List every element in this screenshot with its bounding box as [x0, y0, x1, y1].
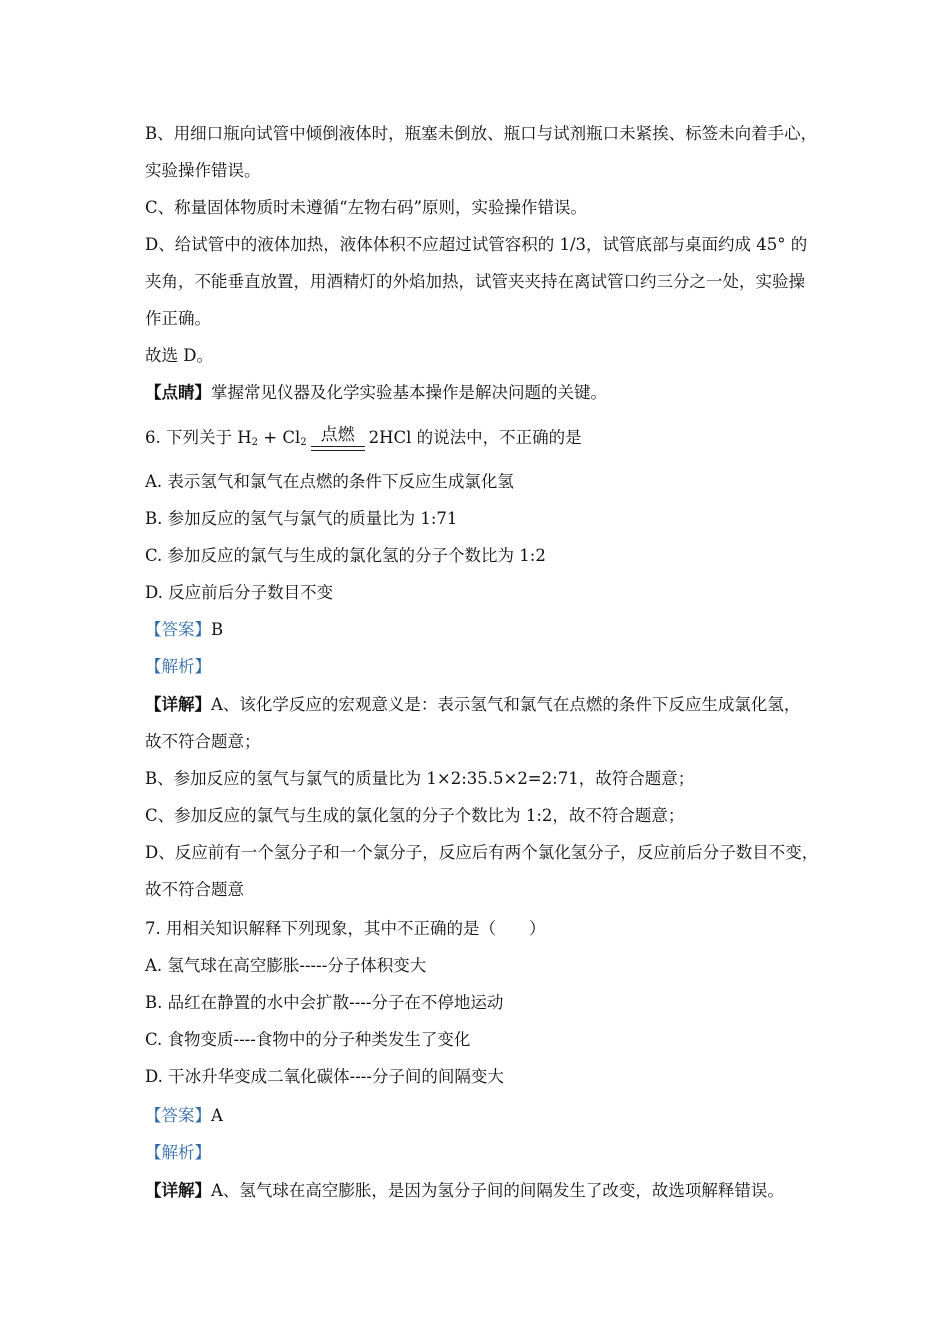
detail-line: [145, 694, 800, 716]
question-7-stem: 7. 用相关知识解释下列现象，其中不正确的是（ ）: [145, 919, 546, 938]
stem-plus: + Cl: [258, 428, 301, 447]
option-b: B. 品红在静置的水中会扩散----分子在不停地运动: [145, 993, 504, 1012]
option-c: C. 参加反应的氯气与生成的氯化氢的分子个数比为 1:2: [145, 546, 546, 565]
tip-text: 掌握常见仪器及化学实验基本操作是解决问题的关键。: [211, 383, 607, 402]
text-line: 故选 D。: [145, 346, 213, 365]
text-line: C、称量固体物质时未遵循“左物右码”原则，实验操作错误。: [145, 198, 587, 217]
answer-value: B: [211, 620, 224, 639]
tip-line: [145, 382, 607, 404]
text-line: D、给试管中的液体加热，液体体积不应超过试管容积的 1/3，试管底部与桌面约成 45° 的: [145, 235, 808, 254]
option-b: B. 参加反应的氢气与氯气的质量比为 1:71: [145, 509, 458, 528]
text-line: B、用细口瓶向试管中倾倒液体时，瓶塞未倒放、瓶口与试剂瓶口未紧挨、标签未向着手心，: [145, 124, 818, 143]
reaction-condition: 点燃: [320, 425, 355, 445]
answer-tag: 【答案】: [145, 620, 211, 639]
answer-tag: 【答案】: [145, 1106, 211, 1125]
option-c: C. 食物变质----食物中的分子种类发生了变化: [145, 1030, 471, 1049]
option-a: A. 氢气球在高空膨胀-----分子体积变大: [145, 956, 427, 975]
detail-line: C、参加反应的氯气与生成的氯化氢的分子个数比为 1:2，故不符合题意；: [145, 806, 685, 825]
stem-suffix: 2HCl 的说法中，不正确的是: [368, 428, 582, 447]
text-line: 夹角，不能垂直放置，用酒精灯的外焰加热，试管夹夹持在离试管口约三分之一处，实验操: [145, 272, 805, 291]
answer-line: [145, 1105, 223, 1127]
tip-tag: 【点睛】: [145, 383, 211, 402]
text-line: 实验操作错误。: [145, 161, 261, 180]
detail-tag: 【详解】: [145, 695, 211, 714]
option-d: D. 干冰升华变成二氧化碳体----分子间的间隔变大: [145, 1067, 504, 1086]
detail-line: 故不符合题意: [145, 880, 244, 899]
detail-line: 故不符合题意；: [145, 732, 261, 751]
detail-text: A、氢气球在高空膨胀，是因为氢分子间的间隔发生了改变，故选项解释错误。: [211, 1181, 784, 1200]
question-6-stem: [145, 427, 582, 454]
analysis-tag: 【解析】: [145, 657, 211, 676]
detail-text: A、该化学反应的宏观意义是：表示氢气和氯气在点燃的条件下反应生成氯化氢，: [211, 695, 801, 714]
detail-line: D、反应前有一个氢分子和一个氯分子，反应后有两个氯化氢分子，反应前后分子数目不变，: [145, 843, 819, 862]
stem-prefix: 6. 下列关于 H: [145, 428, 252, 447]
option-a: A. 表示氢气和氯气在点燃的条件下反应生成氯化氢: [145, 472, 514, 491]
detail-line: [145, 1180, 784, 1202]
subscript: 2: [251, 437, 258, 448]
detail-tag: 【详解】: [145, 1181, 211, 1200]
detail-line: B、参加反应的氢气与氯气的质量比为 1×2:35.5×2=2:71，故符合题意；: [145, 769, 695, 788]
text-line: 作正确。: [145, 309, 211, 328]
subscript: 2: [300, 437, 307, 448]
analysis-tag: 【解析】: [145, 1143, 211, 1162]
option-d: D. 反应前后分子数目不变: [145, 583, 334, 602]
reaction-equals-sign: [309, 425, 367, 454]
answer-value: A: [211, 1106, 223, 1125]
answer-line: [145, 619, 223, 641]
